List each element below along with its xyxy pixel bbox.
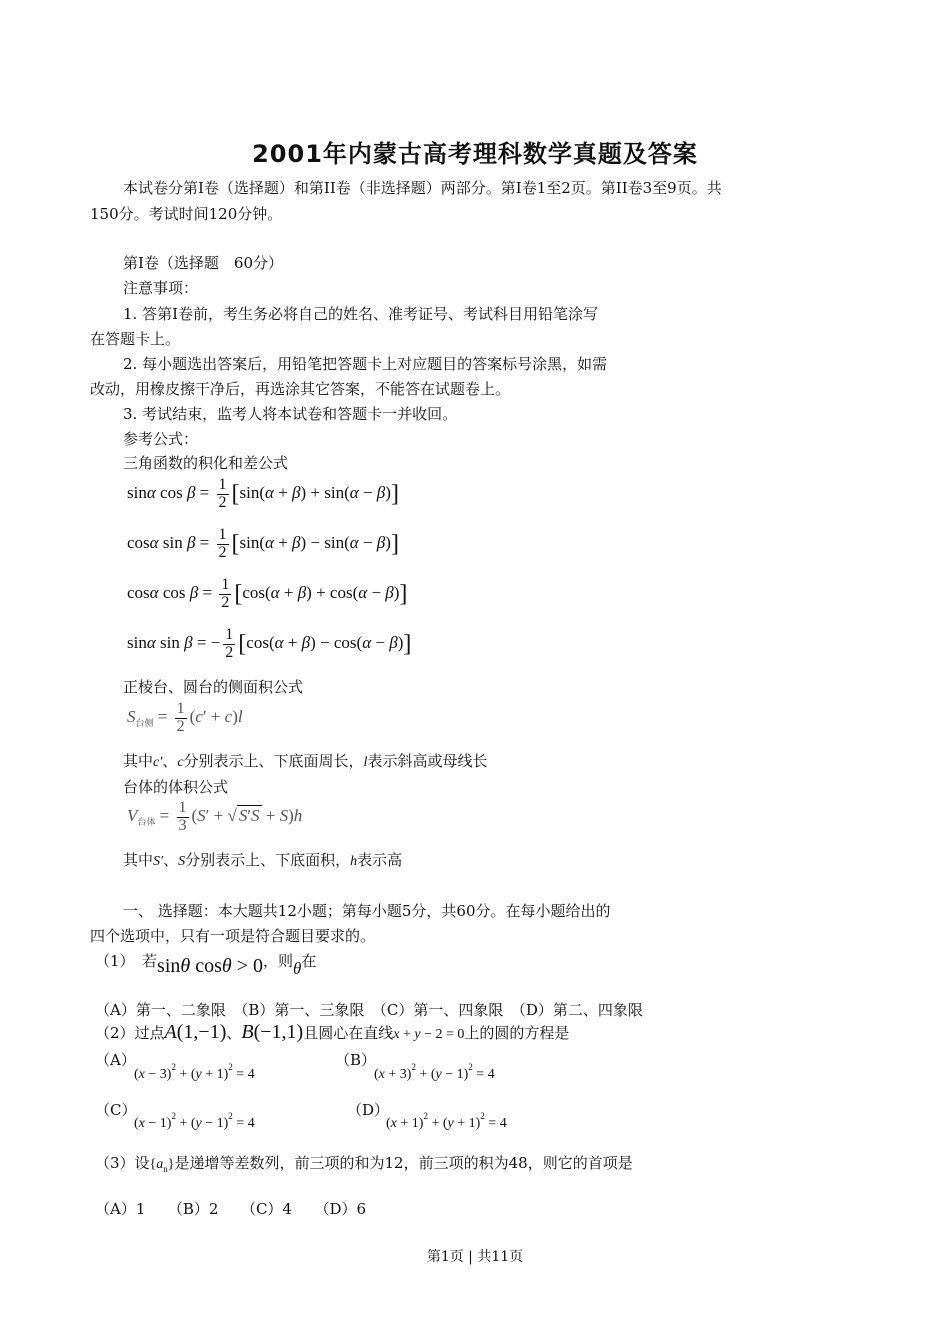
note-2a: 2. 每小题选出答案后，用铅笔把答题卡上对应题目的答案标号涂黑，如需 (123, 355, 608, 373)
volume-heading: 台体的体积公式 (123, 778, 229, 796)
lateral-subscript: 台侧 (135, 718, 154, 729)
trig-heading: 三角函数的积化和差公式 (123, 454, 289, 472)
q2-option-a-label: （A） (95, 1051, 136, 1069)
q2-option-a: $(x - 3)^2 + (y + 1)^2 = 4$ (134, 1062, 255, 1082)
section1-line-b: 四个选项中，只有一项是符合题目要求的。 (90, 927, 376, 945)
volume-note: 其中S′、S分别表示上、下底面积，h表示高 (123, 851, 403, 869)
q2-option-b-label: （B） (335, 1051, 377, 1069)
formula-lateral-area: $S_{台侧}$ = $\frac{1}{2}$ (c′ + c)l (127, 700, 243, 735)
formula-cos-cos: cosα cos β = $\frac{1}{2}$ [cos(α + β) + cos(α − β)] (127, 576, 408, 611)
formula-sin-cos: sinα cos β = $\frac{1}{2}$ [sin(α + β) + sin(α − β)] (127, 476, 399, 511)
notes-heading: 注意事项： (123, 279, 199, 297)
formula-cos-sin: cosα sin β = $\frac{1}{2}$ [sin(α + β) − sin(α − β)] (127, 526, 399, 561)
page-footer: 第1页 | 共11页 (426, 1249, 524, 1265)
question-1-options: （A）第一、二象限 （B）第一、三象限 （C）第一、四象限 （D）第二、四象限 (95, 1001, 643, 1019)
q2-option-d: $(x + 1)^2 + (y + 1)^2 = 4$ (386, 1111, 507, 1131)
frustum-note: 其中c′、c分别表示上、下底面周长，l表示斜高或母线长 (123, 752, 488, 770)
part1-heading: 第I卷（选择题 60分） (123, 254, 284, 272)
question-2: （2）过点A(1,−1)、B(−1,1)且圆心在直线x + y − 2 = 0上的圆的方程是 (95, 1021, 570, 1043)
q2-option-c: $(x - 1)^2 + (y - 1)^2 = 4$ (134, 1111, 255, 1131)
intro-line-1: 本试卷分第I卷（选择题）和第II卷（非选择题）两部分。第I卷1至2页。第II卷3至9页。共 (123, 179, 722, 197)
document-title: 2001年内蒙古高考理科数学真题及答案 (252, 140, 698, 168)
q2-option-d-label: （D） (347, 1101, 390, 1119)
section1-line-a: 一、 选择题：本大题共12小题；第每小题5分，共60分。在每小题给出的 (123, 902, 611, 920)
volume-subscript: 台体 (137, 817, 156, 828)
note-2b: 改动，用橡皮擦干净后，再选涂其它答案，不能答在试题卷上。 (90, 380, 511, 398)
q2-option-b: $(x + 3)^2 + (y - 1)^2 = 4$ (374, 1062, 495, 1082)
note-3: 3. 考试结束，监考人将本试卷和答题卡一并收回。 (123, 405, 458, 423)
frustum-heading: 正棱台、圆台的侧面积公式 (123, 678, 304, 696)
formula-volume: $V_{台体}$ = $\frac{1}{3}$ (S′ + √ S′S + S)h (127, 799, 303, 834)
question-1: （1） 若sinθ cosθ > 0，则θ在 (95, 952, 317, 978)
q2-option-c-label: （C） (95, 1101, 137, 1119)
intro-line-2: 150分。考试时间120分钟。 (90, 205, 283, 223)
formula-sin-sin: sinα sin β = − $\frac{1}{2}$ [cos(α + β) − cos(α − β)] (127, 626, 412, 661)
question-3-options: （A）1 （B）2 （C）4 （D）6 (95, 1200, 367, 1218)
ref-heading: 参考公式： (123, 430, 199, 448)
question-3: （3）设$\{a_n\}$是递增等差数列，前三项的和为12，前三项的积为48，则它的首项是 (95, 1154, 633, 1174)
note-1b: 在答题卡上。 (90, 330, 181, 348)
note-1a: 1. 答第I卷前，考生务必将自己的姓名、准考证号、考试科目用铅笔涂写 (123, 305, 599, 323)
